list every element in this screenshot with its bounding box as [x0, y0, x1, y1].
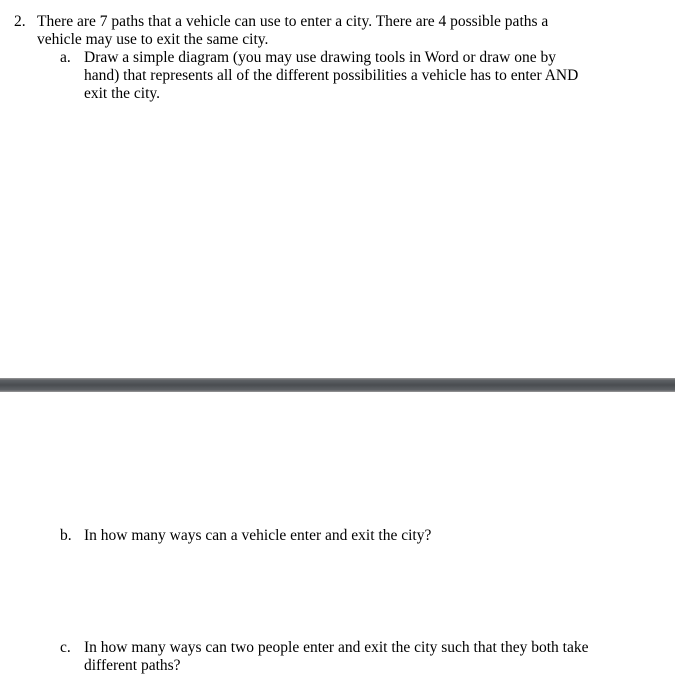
part-c: [0, 639, 675, 679]
question-text-line-1: There are 7 paths that a vehicle can use to enter a city. There are 4 possible paths a: [37, 13, 549, 30]
part-a-line-3: exit the city.: [84, 85, 161, 102]
part-b: [0, 527, 675, 547]
page-divider: [0, 378, 675, 392]
question-2: [0, 13, 675, 53]
part-b-label: b.: [60, 527, 72, 544]
part-c-line-1: In how many ways can two people enter and exit the city such that they both take: [84, 639, 589, 656]
part-a-line-1: Draw a simple diagram (you may use drawing tools in Word or draw one by: [84, 49, 556, 66]
part-c-line-2: different paths?: [84, 657, 181, 674]
part-c-label: c.: [60, 639, 71, 656]
part-b-line-1: In how many ways can a vehicle enter and exit the city?: [84, 527, 432, 544]
question-text-line-2: vehicle may use to exit the same city.: [37, 31, 269, 48]
question-number: 2.: [14, 13, 26, 30]
part-a-label: a.: [60, 49, 71, 66]
part-a-line-2: hand) that represents all of the different possibilities a vehicle has to enter AND: [84, 67, 579, 84]
part-a: [0, 49, 675, 105]
